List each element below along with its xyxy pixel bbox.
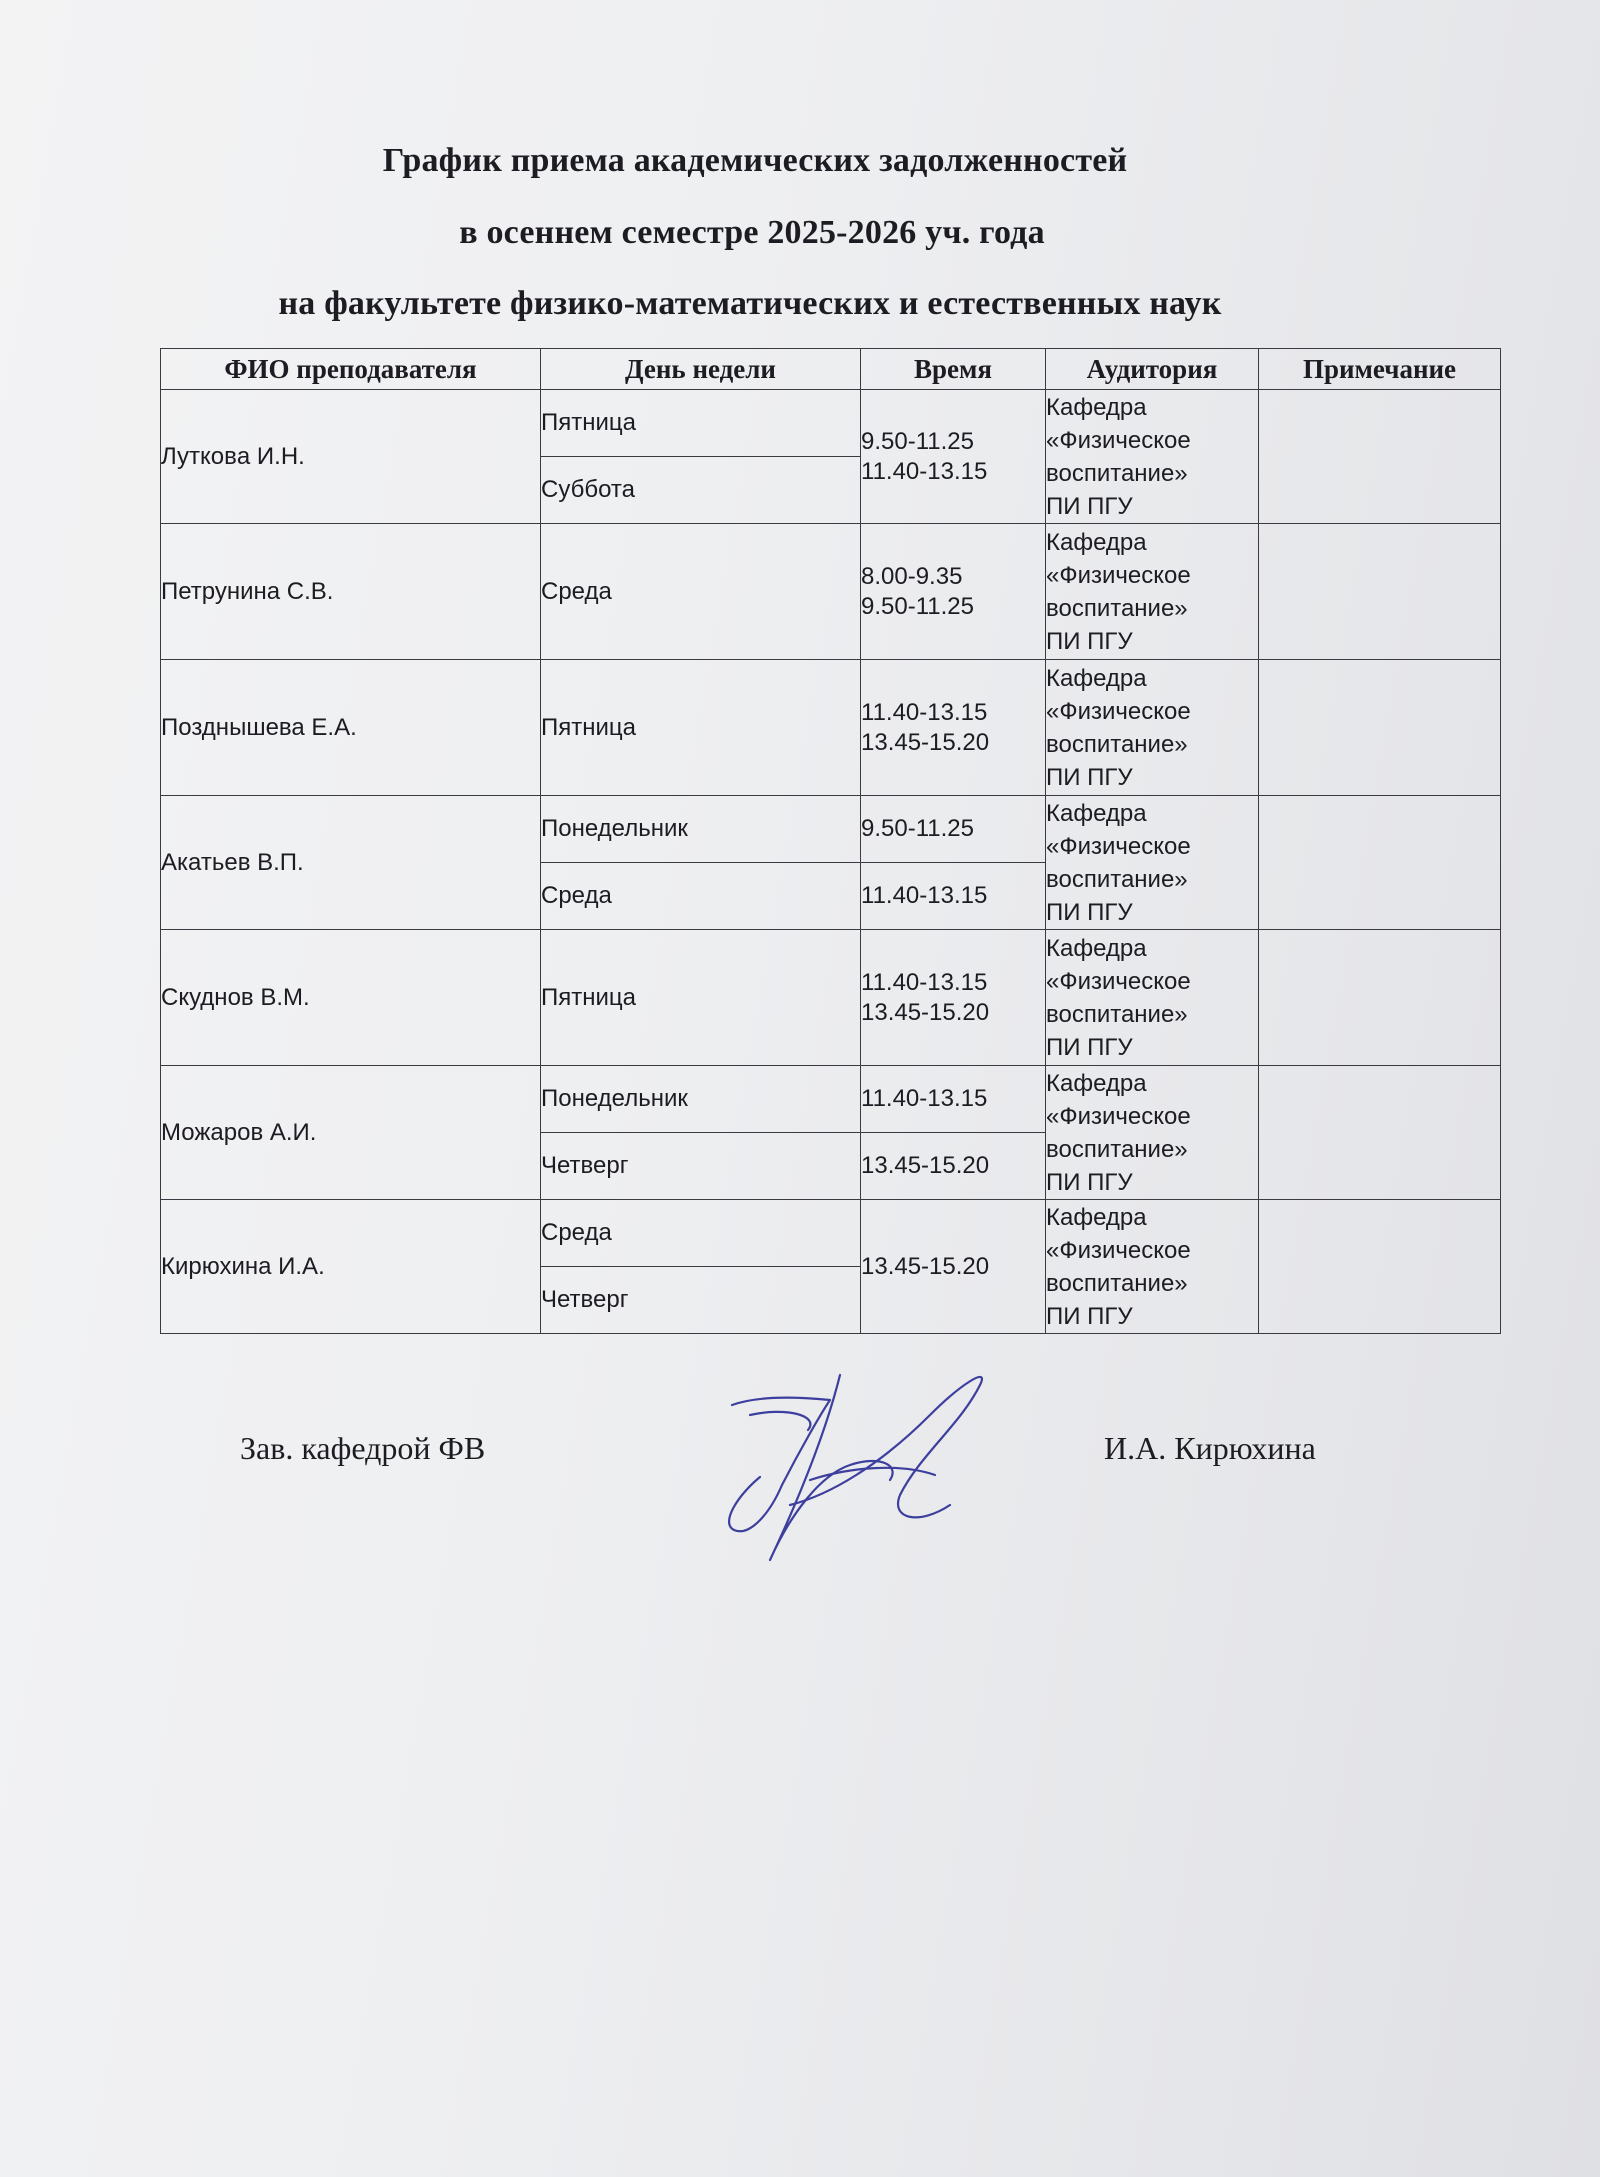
time-slot: 11.40-13.15	[861, 1066, 1046, 1133]
room-line: воспитание»	[1046, 1135, 1188, 1163]
teacher-name: Скуднов В.М.	[161, 930, 541, 1066]
room-line: ПИ ПГУ	[1046, 1168, 1133, 1196]
weekday: Суббота	[541, 457, 861, 524]
teacher-name: Акатьев В.П.	[161, 796, 541, 930]
note-cell	[1259, 1066, 1501, 1200]
room-line: Кафедра	[1046, 1203, 1147, 1231]
room-line: Кафедра	[1046, 799, 1147, 827]
room-line: «Физическое	[1046, 1102, 1191, 1130]
time-cell	[861, 660, 1046, 796]
room-line: воспитание»	[1046, 865, 1188, 893]
col-header-note: Примечание	[1259, 349, 1501, 390]
note-cell	[1259, 660, 1501, 796]
room-line: ПИ ПГУ	[1046, 627, 1133, 655]
room-line: ПИ ПГУ	[1046, 898, 1133, 926]
time-slot: 11.40-13.15	[861, 968, 988, 996]
table-header-row	[161, 349, 1501, 390]
weekday: Пятница	[541, 390, 861, 457]
note-cell	[1259, 1200, 1501, 1334]
table-row	[161, 1066, 1501, 1133]
note-cell	[1259, 930, 1501, 1066]
room-cell	[1046, 390, 1259, 524]
time-slot: 11.40-13.15	[861, 698, 988, 726]
teacher-name: Лутковa И.Н.	[161, 390, 541, 524]
table-row	[161, 930, 1501, 1066]
weekday: Понедельник	[541, 796, 861, 863]
schedule-table	[160, 348, 1501, 1334]
room-line: ПИ ПГУ	[1046, 1033, 1133, 1061]
time-slot: 9.50-11.25	[861, 796, 1046, 863]
weekday: Среда	[541, 863, 861, 930]
room-line: «Физическое	[1046, 967, 1191, 995]
time-slot: 8.00-9.35	[861, 562, 963, 590]
title-line-2: в осеннем семестре 2025-2026 уч. года	[459, 214, 1045, 251]
signer-name: И.А. Кирюхина	[1104, 1430, 1316, 1466]
room-line: Кафедра	[1046, 664, 1147, 692]
room-line: воспитание»	[1046, 1269, 1188, 1297]
room-cell	[1046, 524, 1259, 660]
signer-position: Зав. кафедрой ФВ	[240, 1430, 486, 1466]
note-cell	[1259, 524, 1501, 660]
teacher-name: Петрунина С.В.	[161, 524, 541, 660]
room-line: «Физическое	[1046, 561, 1191, 589]
room-line: ПИ ПГУ	[1046, 763, 1133, 791]
col-header-name: ФИО преподавателя	[161, 349, 541, 390]
room-line: воспитание»	[1046, 730, 1188, 758]
room-cell	[1046, 660, 1259, 796]
room-cell	[1046, 1066, 1259, 1200]
table-row	[161, 796, 1501, 863]
time-slot: 11.40-13.15	[861, 863, 1046, 930]
weekday: Среда	[541, 1200, 861, 1267]
time-slot: 13.45-15.20	[861, 1133, 1046, 1200]
table-row	[161, 1200, 1501, 1267]
room-line: «Физическое	[1046, 1236, 1191, 1264]
time-slot: 11.40-13.15	[861, 457, 988, 485]
weekday: Среда	[541, 524, 861, 660]
note-cell	[1259, 390, 1501, 524]
weekday: Пятница	[541, 660, 861, 796]
room-line: Кафедра	[1046, 1069, 1147, 1097]
time-cell	[861, 524, 1046, 660]
room-line: воспитание»	[1046, 459, 1188, 487]
teacher-name: Можаров А.И.	[161, 1066, 541, 1200]
room-line: Кафедра	[1046, 528, 1147, 556]
time-slot: 9.50-11.25	[861, 427, 974, 455]
time-cell	[861, 390, 1046, 524]
table-row	[161, 390, 1501, 457]
col-header-day: День недели	[541, 349, 861, 390]
col-header-room: Аудитория	[1046, 349, 1259, 390]
time-slot: 13.45-15.20	[861, 1200, 1046, 1334]
teacher-name: Кирюхина И.А.	[161, 1200, 541, 1334]
handwritten-signature	[690, 1355, 1010, 1565]
room-line: ПИ ПГУ	[1046, 1302, 1133, 1330]
room-line: «Физическое	[1046, 697, 1191, 725]
room-line: ПИ ПГУ	[1046, 492, 1133, 520]
note-cell	[1259, 796, 1501, 930]
room-line: «Физическое	[1046, 832, 1191, 860]
room-line: «Физическое	[1046, 426, 1191, 454]
room-line: воспитание»	[1046, 1000, 1188, 1028]
weekday: Понедельник	[541, 1066, 861, 1133]
teacher-name: Позднышева Е.А.	[161, 660, 541, 796]
table-row	[161, 524, 1501, 660]
table-row	[161, 660, 1501, 796]
col-header-time: Время	[861, 349, 1046, 390]
time-slot: 9.50-11.25	[861, 592, 974, 620]
room-line: воспитание»	[1046, 594, 1188, 622]
time-slot: 13.45-15.20	[861, 998, 990, 1026]
room-line: Кафедра	[1046, 393, 1147, 421]
room-line: Кафедра	[1046, 934, 1147, 962]
weekday: Пятница	[541, 930, 861, 1066]
weekday: Четверг	[541, 1133, 861, 1200]
title-line-1: График приема академических задолженностей	[382, 142, 1128, 179]
weekday: Четверг	[541, 1267, 861, 1334]
time-cell	[861, 930, 1046, 1066]
title-line-3: на факультете физико-математических и естественных наук	[278, 285, 1222, 322]
room-cell	[1046, 930, 1259, 1066]
room-cell	[1046, 796, 1259, 930]
room-cell	[1046, 1200, 1259, 1334]
time-slot: 13.45-15.20	[861, 728, 990, 756]
